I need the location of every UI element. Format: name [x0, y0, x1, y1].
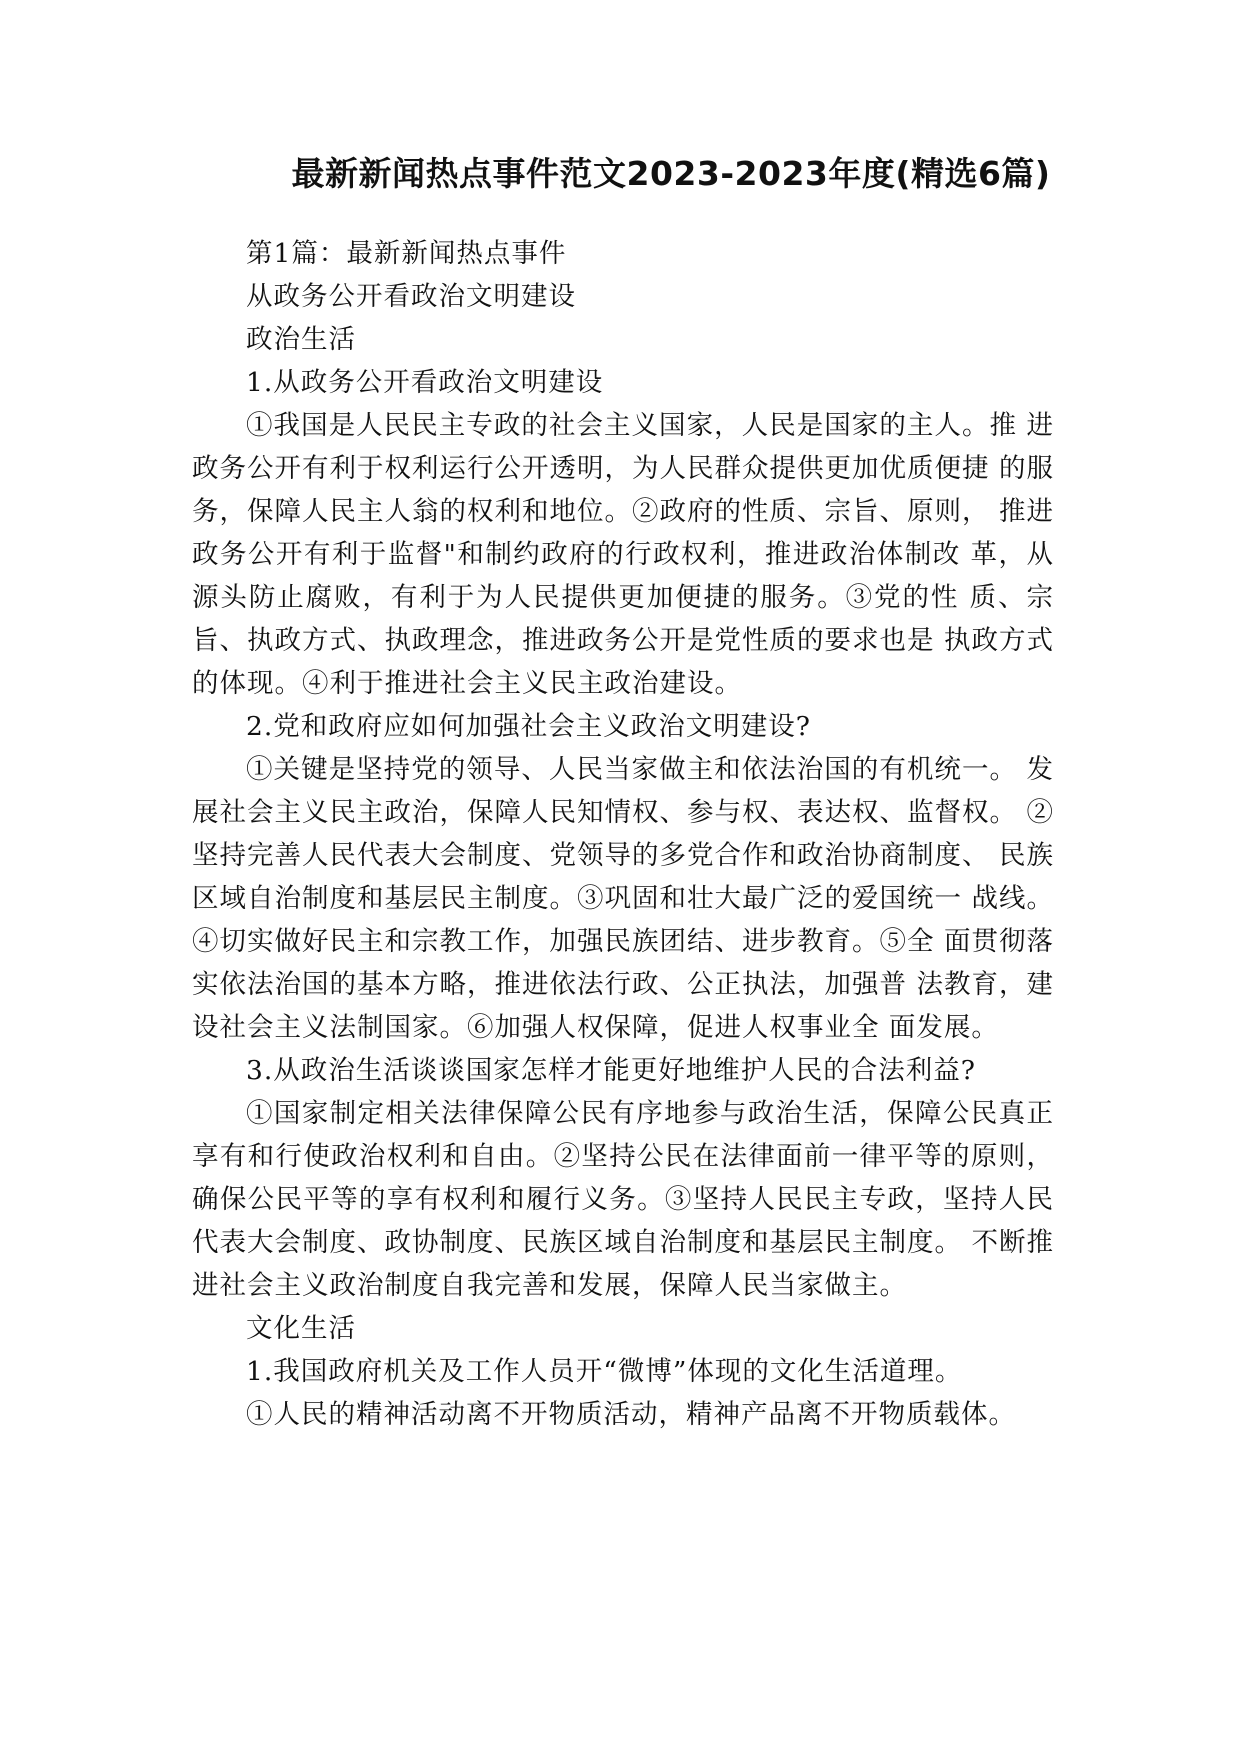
answer-1-paragraph: ①我国是人民民主专政的社会主义国家，人民是国家的主人。推 进政务公开有利于权利运行公开透明，为人民群众提供更加优质便捷 的服务，保障人民主人翁的权利和地位。②政府的性质、宗旨、原则， 推进政务公开有利于监督"和制约政府的行政权利，推进政治体制改 革，从源头防止腐败，有利于为人民提供更加便捷的服务。③党的性 质、宗旨、执政方式、执政理念，推进政务公开是党性质的要求也是 执政方式的体现。④利于推进社会主义民主政治建设。	[192, 410, 1054, 699]
document-body	[192, 232, 1054, 1436]
document-title: 最新新闻热点事件范文2023-2023年度(精选6篇)	[291, 154, 1051, 193]
section-heading-culture: 文化生活	[246, 1313, 356, 1344]
article-subtitle: 从政务公开看政治文明建设	[246, 281, 576, 312]
culture-answer-1-start: ①人民的精神活动离不开物质活动，精神产品离不开物质载体。	[246, 1399, 1016, 1430]
question-2: 2.党和政府应如何加强社会主义政治文明建设?	[246, 711, 811, 742]
section-heading-politics: 政治生活	[246, 324, 356, 355]
answer-3-paragraph: ①国家制定相关法律保障公民有序地参与政治生活，保障公民真正享有和行使政治权利和自由。②坚持公民在法律面前一律平等的原则，确保公民平等的享有权利和履行义务。③坚持人民民主专政，坚持人民代表大会制度、政协制度、民族区域自治制度和基层民主制度。 不断推进社会主义政治制度自我完善和发展，保障人民当家做主。	[192, 1098, 1054, 1301]
culture-question-1: 1.我国政府机关及工作人员开“微博”体现的文化生活道理。	[246, 1356, 963, 1387]
answer-2-paragraph: ①关键是坚持党的领导、人民当家做主和依法治国的有机统一。 发展社会主义民主政治，保障人民知情权、参与权、表达权、监督权。 ②坚持完善人民代表大会制度、党领导的多党合作和政治协商制度、 民族区域自治制度和基层民主制度。③巩固和壮大最广泛的爱国统一 战线。④切实做好民主和宗教工作，加强民族团结、进步教育。⑤全 面贯彻落实依法治国的基本方略，推进依法行政、公正执法，加强普 法教育，建设社会主义法制国家。⑥加强人权保障，促进人权事业全 面发展。	[192, 754, 1054, 1043]
question-3: 3.从政治生活谈谈国家怎样才能更好地维护人民的合法利益?	[246, 1055, 976, 1086]
chapter-heading: 第1篇：最新新闻热点事件	[246, 238, 567, 269]
question-1: 1.从政务公开看政治文明建设	[246, 367, 604, 398]
